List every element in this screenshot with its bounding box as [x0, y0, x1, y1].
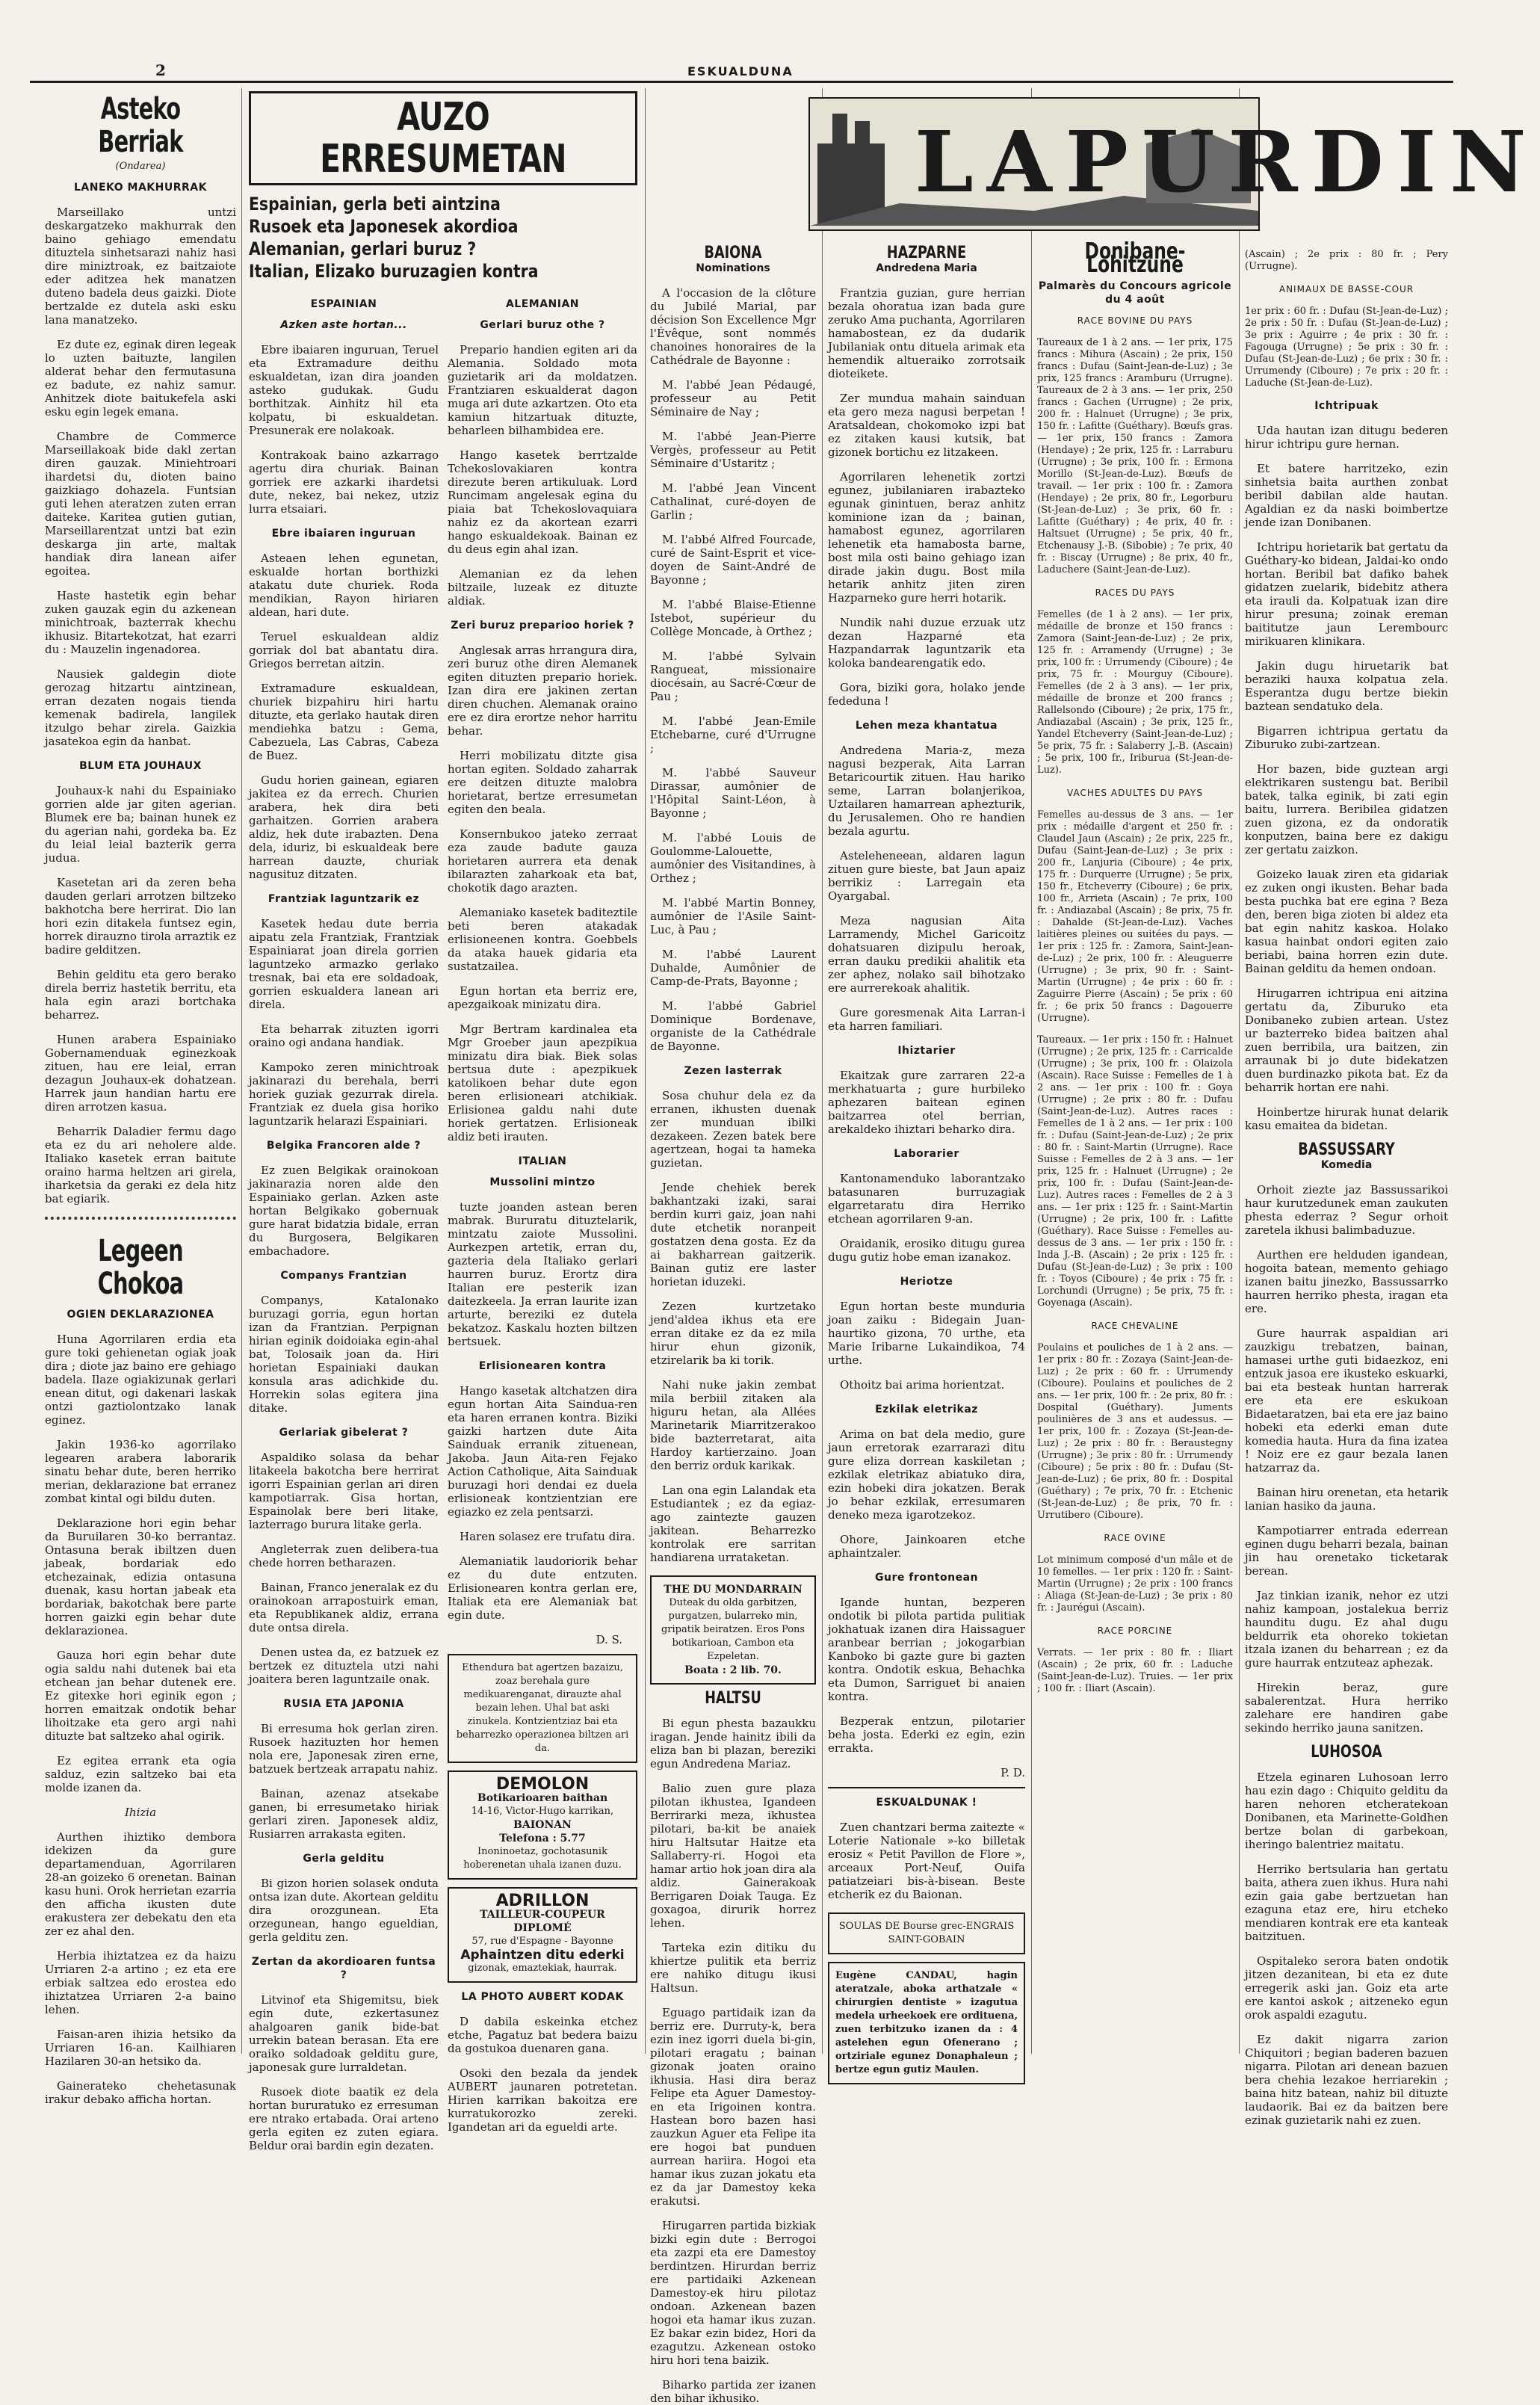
paragraph: Ospitaleko serora baten ondotik jitzen dezanitean, bi eta ez dute erregerik aski jan. Goiz eta arte ere kantoi askok ; aitzeneko egun orok aspaldi ezagutu.	[1245, 1954, 1448, 2022]
paragraph: Nundik nahi duzue erzuak utz dezan Hazparné eta Hazpandarrak laguntzarik eta koloka bandearengatik edo.	[828, 616, 1025, 670]
paragraph: Huna Agorrilaren erdia eta gure toki gehienetan ogiak joak dira ; diote jaz baino ere gehiago badela. Ilaze ogiakizunak gerlari enean ditut, ogi dakenari laskak ontzi gaztiolontzako lanak eginez.	[45, 1333, 236, 1427]
paragraph: Chambre de Commerce Marseillakoak bide dakl zertan diren gauzak. Miniehtroari ihardetsi du, dioten baino gaizkiago dohazela. Funtsian guti lehen ateratzen zuten erran daiteke. Karitea gutien gutian, Marseillarentzat untzi bat ezin deskarga jin arte, maltak handiak dira lanean aifer egoitea.	[45, 430, 236, 578]
paragraph: Mgr Bertram kardinalea eta Mgr Groeber jaun apezpikua minizatu dira biak. Biek solas bertsua dute : apezpikuek katolikoen behar dute egon beren erlisioneari atchikiak. Erlisionea galdu nahi dute horiek gertatzen. Erlisioneak aldiz beti irauten.	[448, 1022, 637, 1143]
ad-line: BAIONAN	[513, 1819, 572, 1831]
paragraph: (Ascain) ; 2e prix : 80 fr. ; Pery (Urrugne).	[1245, 249, 1448, 272]
ad-title: ADRILLON	[495, 1892, 590, 1910]
paragraph: Aurthen ere helduden igandean, hogoita batean, memento gehiago izanen baitu jinezko, Bassussarrko haurren herriko phesta, iragan eta ere.	[1245, 1248, 1448, 1315]
article-subheading: Belgika Francoren alde ?	[266, 1140, 421, 1152]
ad-text: SOULAS DE Bourse grec-ENGRAIS SAINT-GOBAIN	[838, 1921, 1015, 1945]
headline: Rusoek eta Japonesek akordioa	[249, 216, 519, 237]
column-rule	[822, 88, 823, 2054]
article-heading: Palmarès du Concours agricole du 4 août	[1038, 280, 1232, 306]
paragraph: Gainerateko chehetasunak irakur debako afficha hortan.	[45, 2079, 236, 2106]
ad-candau	[828, 1962, 1025, 2084]
paragraph: Zer mundua mahain sainduan eta gero meza nagusi berpetan ! Aratsaldean, chokomoko izpi bat ez zitaken kausi kutsik, bat gizonek bortichu ez litzakeen.	[828, 392, 1025, 459]
paragraph: M. l'abbé Gabriel Dominique Bordenave, organiste de la Cathédrale de Bayonne.	[650, 999, 816, 1053]
race-results: Lot minimum composé d'un mâle et de 10 femelles. — 1er prix : 120 fr. : Saint-Martin (Urrugne) ; 2e prix : 100 francs : Aliaga (St-Jean-de-Luz) ; 3e prix : 80 fr. : Jaurégui (Ascain).	[1037, 1555, 1233, 1614]
paragraph: Biharko partida zer izanen den bihar ikhusiko.	[650, 2378, 816, 2405]
paragraph: Alemaniatik laudoriorik behar ez du dute entzuten. Erlisionearen kontra gerlan ere, Italiak eta ere Alemaniak bat egin dute.	[448, 1555, 637, 1622]
paragraph: Hango kasetek berrtzalde Tchekoslovakiaren kontra direzute beren artikuluak. Lord Runcimam angelesak egina du piaia bat Tchekoslovaquiara nahiz ez da akortean ezarri hango eskualdekoak. Bainan ez du deus egin ahal izan.	[448, 448, 637, 556]
section-subtitle: (Ondarea)	[115, 161, 166, 172]
paragraph: Kantonamenduko laborantzako batasunaren burruzagiak elgarretaratu dira Herriko etchean agorrilaren 9-an.	[828, 1172, 1025, 1226]
paragraph: Denen ustea da, ez batzuek ez bertzek ez dituztela utzi nahi joaitera beren laguntzaile onak.	[249, 1646, 439, 1686]
paragraph: Gudu horien gainean, egiaren jakitea ez da errech. Churien arabera, hek dira beti garhaitzen. Gorrien arabera aldiz, hek dute irabazten. Dena dela, iduriz, bi eskualdeak bere harrean dauzte, churiak nagusituz ditzaten.	[249, 774, 439, 881]
paragraph: Faisan-aren ihizia hetsiko da Urriaren 16-an. Kailhiaren Hazilaren 30-an hetsiko da.	[45, 2028, 236, 2068]
section-subtitle: Andredena Maria	[876, 262, 977, 274]
masthead	[30, 58, 1453, 83]
section-subtitle: Nominations	[696, 262, 770, 274]
paragraph: Ez egitea errank eta ogia salduz, ezin saltzeko bai eta molde izanen da.	[45, 1754, 236, 1794]
paragraph: Hor bazen, bide guztean argi elektrikaren sustengu bat. Beribil batek, talka eginik, bi zati egin baitu, lurrera. Beribilea gidatzen zuen gizona, ez da ondoratik konputzen, baina bere ez dakigu zer gertatu zaizkon.	[1245, 762, 1448, 856]
paragraph: Hirugarren ichtripua eni aitzina gertatu da, Ziburuko eta Donibaneko zubien artean. Ustez ur bazterreko bidea baitzen ahal zuen berribila, ura baitzen, zin arraunak bi jo dute bidekatzen duen burdinazko pikota bat. Ez da beharrik hortan ere nahi.	[1245, 987, 1448, 1094]
paragraph: Frantzia guzian, gure herrian bezala ohoratua izan bada gure zeruko Ama puchanta, Agorrilaren hamabostean, ez da dudarik Jubilaniak ontu dituela arimak eta hemendik altueraiko zorrotsaik dioteikete.	[828, 286, 1025, 380]
paragraph: Kontrakoak baino azkarrago agertu dira churiak. Bainan gorriek ere azkarki ihardetsi dute, nekez, bai nekez, utziz lurra etsaiari.	[249, 448, 439, 516]
ad-title: LA PHOTO AUBERT KODAK	[461, 1991, 624, 2003]
column-auzo-erresumetan	[249, 88, 637, 2152]
ad-title: THE DU MONDARRAIN	[664, 1584, 803, 1596]
paragraph: A l'occasion de la clôture du Jubilé Marial, par décision Son Excellence Mgr l'Évêque, sont nommés chanoines honoraires de la Cathédrale de Bayonne :	[650, 286, 816, 367]
paragraph: Tarteka ezin ditiku du khiertze pulitik eta berriz ere nahiko ditugu ikusi Haltsun.	[650, 1941, 816, 1995]
paragraph: Zezen kurtzetako jend'aldea ikhus eta ere erran ditake ez da ez mila hirur ehun gizonik, etzirelarik ba ki torik.	[650, 1300, 816, 1367]
paragraph: Jouhaux-k nahi du Espainiako gorrien alde jar giten agerian. Blumek ere ba; bainan hunek ez du agerian nahi, gordeka ba. Ez du leial leial bazterik gerra judua.	[45, 784, 236, 865]
paragraph: Marseillako untzi deskargatzeko makhurrak den baino gehiago emendatu dituztela sinhetsarazi nahiz hasi dire miniztroak, ez baitzaiote eder aditzea hek manatzen duteno badela deus gaizki. Diote bertzalde ez dutela aski esku lana manatzeko.	[45, 206, 236, 327]
paragraph: M. l'abbé Jean Pédaugé, professeur au Petit Séminaire de Nay ;	[650, 378, 816, 419]
article-subheading: Gerlari buruz othe ?	[480, 319, 605, 331]
lapurdin-banner	[808, 97, 1540, 231]
paragraph: Hirekin beraz, gure sabalerentzat. Hura herriko zalehare ere handiren gabe sekindo herriko jauna sanitzen.	[1245, 1681, 1448, 1735]
paragraph: Teruel eskualdean aldiz gorriak dol bat abantatu dira. Griegos berretan aitzin.	[249, 630, 439, 670]
column-rule	[645, 88, 646, 2054]
paragraph: M. l'abbé Louis de Goulomme-Lalouette, aumônier des Visitandines, à Orthez ;	[650, 831, 816, 885]
section-title: BASSUSSARY	[1298, 1140, 1395, 1159]
section-title-box	[249, 91, 637, 185]
paragraph: Extramadure eskualdean, churiek bizpahiru hiri hartu dituzte, eta gerlako hautak diren mendiehka batzu : Gema, Cabezuela, Las Cabras, Cabeza de Buez.	[249, 682, 439, 762]
paragraph: Sosa chuhur dela ez da erranen, ikhusten duenak zer munduan ibilki dezakeen. Zezen batek bere agertzean, hogai ta hameka guzietan.	[650, 1089, 816, 1170]
paragraph: Bainan, Franco jeneralak ez du orainokoan arrapostuirk eman, eta Republikanek aldiz, errana dute ontsa direla.	[249, 1581, 439, 1634]
article-subheading: Zeri buruz preparioo horiek ?	[451, 620, 634, 632]
paragraph: Zuen chantzari berma zaitezte « Loterie Nationale »-ko billetak erosiz « Petit Pavillon de Flore », arceaux Port-Neuf, Ouifa patiatzeiari bis-à-bisean. Beste etcherik ez du Baionan.	[828, 1821, 1025, 1901]
article-heading: ESPAINIAN	[310, 298, 377, 310]
ad-line: 57, rue d'Espagne - Bayonne	[471, 1936, 613, 1947]
article-subheading: Ezkilak eletrikaz	[875, 1404, 978, 1415]
race-results: Femelles (de 1 à 2 ans). — 1er prix, médaille de bronze et 150 francs : Zamora (Saint-Jean-de-Luz) ; 2e prix, 125 fr. : Arramendy (Urrugne) ; 3e prix, 100 fr. : Urrumendy (Ciboure) ; 4e prix, 75 fr. : Mourguy (Ciboure). Femelles (de 2 à 3 ans). — 1er prix, médaille de bronze et 200 francs ; Rallelsondo (Ciboure) ; 2e prix, 175 fr., Andiazabal (Ascain) ; 3e prix, 125 fr., Yandel Etcheverry (Saint-Jean-de-Luz) ; 5e prix, 75 fr. : Salaberry J.-B. (Ascain) ; 5e prix, 100 fr., Iriburua (St-Jean-de-Luz).	[1037, 609, 1233, 776]
paragraph: Jende chehiek berek bakhantzaki izaki, sarai berdin kurri gaiz, joan nahi dute etchetik noranpeit gostatzen dena gosta. Ez da ai bakharrean gaitzerik. Bainan gutiz ere laster horietan iduzeki.	[650, 1181, 816, 1288]
paragraph: Nahi nuke jakin zembat mila berbiil zitaken ala higuru hetan, ala Allées Marinetarik Miarritzerakoo bide bazterretarat, aita Hardoy kartierzaino. Joan den berriz orduk karikak.	[650, 1378, 816, 1472]
ad-adrillon	[448, 1887, 637, 1983]
headlines	[249, 193, 637, 283]
race-heading: RACE CHEVALINE	[1091, 1321, 1179, 1331]
paragraph: Bi gizon horien solasek onduta ontsa izan dute. Akortean gelditu dira orozgunean. Eta orzegunean, hango egueldian, gerla gelditu zen.	[249, 1877, 439, 1944]
race-results: Taureaux. — 1er prix : 150 fr. : Halnuet (Urrugne) ; 2e prix, 125 fr. : Carricalde (Urrugne) ; 3e prix, 100 fr. : Olaizola (Ascain). Race Suisse : Femelles de 1 à 2 ans. — 1er prix : 100 fr. : Goya (Urrugne) ; 2e prix : 80 fr. : Dufau (Saint-Jean-de-Luz). Autres races : Femelles de 1 à 2 ans. — 1er prix : 100 fr. : Dufau (Saint-Jean-de-Luz) ; 2e prix : 80 fr. : Saint-Martin (Urrugne). Race Suisse : Femelles de 2 à 3 ans. — 1er prix, 125 fr. : Halnuet (Urrugne) ; 2e prix, 100 fr. : Dufau (Saint-Jean-de-Luz). Autres races : Femelles de 2 à 3 ans. — 1er prix : 125 fr. : Saint-Martin (Urrugne) ; 2e prix, 100 fr. : Lafitte (Guéthary). Race Suisse : Femelles au-dessus de 3 ans. — 1er prix : 150 fr. : Inda J.-B. (Ascain) ; 2e prix : 125 fr. : Dufau (St-Jean-de-Luz) ; 3e prix : 100 fr. : Toyos (Ciboure) ; 4e prix : 75 fr. : Lorchundi (Urrugne) ; 5e prix, 75 fr. : Goyenaga (Ascain).	[1037, 1034, 1233, 1309]
column-baiona-haltsu	[650, 239, 817, 2405]
paragraph: Konsernbukoo jateko zerraat eza zaude badute gauza horietaren aurrera eta denak ibilarazten zaharkoak eta bat, chokotik dago arazten.	[448, 827, 637, 895]
paragraph: Igande huntan, bezperen ondotik bi pilota partida pulitiak jokhatuak izanen dira Haissaguer aranbear berrian ; jokogarbian Kanboko bi gazte gure bi gazten kontra. Ondotik eskua, Behachka eta Dumon, Sarriguet bi anaien kontra.	[828, 1596, 1025, 1703]
lapurdin-word: LAPURDIN	[915, 114, 1540, 212]
article-heading: Ihizia	[124, 1806, 157, 1819]
paragraph: Haren solasez ere trufatu dira.	[460, 1530, 635, 1543]
paragraph: Rusoek diote baatik ez dela hortan bururatuko ez erresuman ere ntrako ertabada. Orai arteno gerla egiten ez zuten egiara. Beldur orai bardin egin dezaten.	[249, 2085, 439, 2152]
race-heading: RACE OVINE	[1104, 1533, 1166, 1543]
article-subheading: Gerla gelditu	[303, 1853, 385, 1865]
paper-name: ESKUALDUNA	[687, 64, 794, 78]
paragraph: Companys, Katalonako buruzagi gorria, egun hortan izan da Frantzian. Perpignan hirian eginik doidoiaka egin-ahal bat, Tolosaik joan da. Hiri horietan Espainiaki daukan konsula aras adichkide du. Horrekin solas egitera jina ditake.	[249, 1294, 439, 1415]
paragraph: M. l'abbé Sauveur Dirassar, aumônier de l'Hôpital Saint-Léon, à Bayonne ;	[650, 766, 816, 820]
section-title: Asteko Berriak	[98, 92, 183, 159]
ad-text: Eugène CANDAU, hagin ateratzale, aboka arthatzale « chirurgien dentiste » izagutua medela urheekoek ere ordituena, zuen terbitzuko izanen da : 4 astelehen egun Ofenerano ; ortziriale egunez Donaphaleun ; bertze egun gutiz Maulen.	[835, 1970, 1018, 2075]
headline: Alemanian, gerlari buruz ?	[249, 238, 477, 259]
article-heading: ITALIAN	[518, 1155, 567, 1167]
article-subheading: Lehen meza khantatua	[855, 720, 998, 732]
paragraph: Ez dakit nigarra zarion Chiquitori ; begian baderen bazuen nigarra. Pilotan ari denean bazuen bera chehia lezakoe herriarekin ; baina hitz batean, nahiz bil dituzte laudaorik. Bai ez da baitzen bere ezinak guzietarik nahi ez zuen.	[1245, 2033, 1448, 2127]
section-title: AUZO ERRESUMETAN	[320, 95, 566, 182]
paragraph: 1er prix : 60 fr. : Dufau (St-Jean-de-Luz) ; 2e prix : 50 fr. : Dufau (St-Jean-de-Luz) ; 3e prix : Aguirre ; 4e prix : 30 fr. : Fagouga (Urrugne) ; 5e prix : 30 fr. : Dufau (St-Jean-de-Luz) ; 6e prix : 30 fr. : Urrumendy (Ciboure) ; 7e prix : 20 fr. : Laduche (St-Jean-de-Luz).	[1245, 306, 1448, 389]
article-heading: ALEMANIAN	[505, 298, 580, 310]
page-number: 2	[155, 61, 166, 79]
paragraph: Anglesak arras hrrangura dira, zeri buruz othe diren Alemanek egiten dituzten prepario horiek. Izan dira ere jakinen zertan diren chuchen. Alemanak oraino ere ez dira erortze nehor harritu behar.	[448, 643, 637, 738]
paragraph: Behin gelditu eta gero berako direla berriz hastetik berritu, eta hala egin arazi bortchaka beharrez.	[45, 968, 236, 1022]
column-asteko-berriak	[45, 88, 236, 2106]
paragraph: Kampotiarrer entrada ederrean eginen dugu beharri bezala, bainan jin hau orenetako ticketarak berean.	[1245, 1524, 1448, 1578]
section-subtitle: Komedia	[1320, 1159, 1373, 1171]
paragraph: Gora, biziki gora, holako jende fededuna !	[828, 681, 1025, 708]
paragraph: Hoinbertze hirurak hunat delarik kasu emaitea da bidetan.	[1245, 1105, 1448, 1132]
paragraph: Egun hortan eta berriz ere, apezgaikoak minizatu dira.	[448, 984, 637, 1011]
ad-demolon	[448, 1770, 637, 1880]
paragraph: tuzte joanden astean beren mabrak. Bururatu dituztelarik, mintzatu zaiote Mussolini. Aurkezpen artetik, erran du, gazteria dela Italiako gerlari haurren buruz. Erortz dira Italian ere pesterik izan daitezkeela. Ja erran laurite izan arturte, bereziki ez dutela bekatzoz. Kaskalu hozten biltzen bertsuek.	[448, 1200, 637, 1348]
paragraph: Herbia ihiztatzea ez da haizu Urriaren 2-a artino ; ez eta ere erbiak saltzea edo erostea edo ihiztatzea Urriaren 2-a baino lehen.	[45, 1949, 236, 2016]
paragraph: Gure haurrak aspaldian ari zauzkigu trebatzen, bainan, hamasei urthe guti bidaezkoz, eni entzuk jasoa ere ikusteko eskuarki, bai eta besteak huntan harrerak ere eta ere eskukoan Bidaetaratzen, bai eta ere jaz baino hobeki eta ederki eman dute komedia hauta. Hura da fina izatea ! Noiz ere ez gaur bezala lanen hatzarraz da.	[1245, 1327, 1448, 1475]
paragraph: Aurthen ihiztiko dembora idekizen da gure departamenduan, Agorrilaren 28-an goizeko 6 orenetan. Bainan kasu huni. Orok herrietan ezarria den afficha ikusten dute erakustera zer debekatu den eta zer ez ahal den.	[45, 1830, 236, 1938]
race-heading: RACE BOVINE DU PAYS	[1077, 315, 1193, 326]
paragraph: Herriko bertsularia han gertatu baita, athera zuen ikhus. Hura nahi ezin gaia gabe bertzuetan han ezaguna etaz ere, hiru etcheko mendiaren kontrak ere eta kanteak baitzituen.	[1245, 1862, 1448, 1943]
article-subheading: Frantziak laguntzarik ez	[268, 893, 420, 905]
paragraph: Kasetek hedau dute berria aipatu zela Frantziak, Frantziak Espainiarat joan direla gorrien laguntzeko armazko gerlako tresnak, bai eta ere soldadoak, gorrien eskualdera lanean ari direla.	[249, 917, 439, 1011]
article-subheading: Ebre ibaiaren inguruan	[271, 528, 416, 540]
race-results: Poulains et pouliches de 1 à 2 ans. — 1er prix : 80 fr. : Zozaya (Saint-Jean-de-Luz) ; 2e prix : 60 fr. : Urrumendy (Ciboure). Poulains et pouliches de 2 ans. — 1er prix, 100 fr. : 2e prix, 80 fr. : Dospital (Guéthary). Juments poulinières de 3 ans et audessus. — 1er prix, 100 fr. : Zozaya (St-Jean-de-Luz) ; 2e prix : 80 fr. : Beraustegny (Urrugne) ; 3e prix : 80 fr. : Urrumendy (Ciboure) ; 5e prix : 80 fr. : Dufau (St-Jean-de-Luz) ; 6e prix, 80 fr. : Dospital (Guéthary) ; 7e prix, 70 fr. : Etchenic (St-Jean-de-Luz) ; 8e prix, 70 fr. : Urrutibero (Ciboure).	[1037, 1342, 1233, 1521]
paragraph: Angleterrak zuen delibera-tua chede horren betharazen.	[249, 1543, 439, 1569]
paragraph: Bi egun phesta bazaukku iragan. Jende hainitz ibili da eliza ban bi plazan, bereziki egun Andredena Mariaz.	[650, 1717, 816, 1770]
paragraph: Kampoko zeren minichtroak jakinarazi du berehala, berri horiek guziak gezurrak direla. Frantziak ez duela gisa horiko laguntzarik helarazi Espainiari.	[249, 1061, 439, 1128]
paragraph: Litvinof eta Shigemitsu, biek egin dute, ezkertasunez ahalgoaren ganik bide-bat urrekin batean berasan. Eta ere oraiko soldadoak gelditu gure, japonesak gure lurraldetan.	[249, 1993, 439, 2074]
paragraph: Ichtripu horietarik bat gertatu da Guéthary-ko bidean, Jaldai-ko ondo hortan. Beribil bat dafiko bahek gidatzen zuelarik, bidebitz athera eta irauli da. Kolpatuak izan dire hirur presuna; zoinak ereman baititutze jaun Lerembourc mirikuaren klinikara.	[1245, 540, 1448, 648]
race-heading: RACE PORCINE	[1097, 1626, 1173, 1636]
paragraph: Eta beharrak zituzten igorri oraino ogi andana handiak.	[249, 1022, 439, 1049]
article-subheading: ANIMAUX DE BASSE-COUR	[1278, 284, 1414, 294]
race-heading: RACES DU PAYS	[1095, 587, 1175, 598]
article-heading: Ichtripuak	[1314, 400, 1379, 412]
paragraph: Othoitz bai arima horientzat.	[840, 1378, 1005, 1392]
article-subheading: Mussolini mintzo	[489, 1176, 596, 1188]
ad-price: Boata : 2 lib. 70.	[684, 1664, 782, 1676]
article-subheading: Laborarier	[894, 1148, 959, 1160]
ad-saint-gobain	[828, 1912, 1025, 1954]
ad-line: Inoninoetaz, gochotasunik hoberenetan uhala izanen duzu.	[463, 1846, 622, 1871]
article-subheading: Ihiztarier	[897, 1045, 956, 1057]
article-subheading: Erlisionearen kontra	[478, 1360, 607, 1372]
ad-line: gizonak, emaztekiak, haurrak.	[468, 1963, 617, 1974]
article-subheading: RUSIA ETA JAPONIA	[283, 1698, 404, 1710]
article-subheading: Azken aste hortan...	[280, 319, 407, 331]
paragraph: M. l'abbé Blaise-Etienne Istebot, supérieur du Collège Moncade, à Orthez ;	[650, 598, 816, 638]
paragraph: Gure goresmenak Aita Larran-i eta harren familiari.	[828, 1006, 1025, 1033]
ad-title: DEMOLON	[495, 1775, 590, 1794]
paragraph: M. l'abbé Laurent Duhalde, Aumônier de Camp-de-Prats, Bayonne ;	[650, 948, 816, 988]
article-heading: OGIEN DEKLARAZIONEA	[67, 1309, 214, 1321]
article-subheading: Zertan da akordioaren funtsa ?	[251, 1956, 436, 1981]
paragraph: Egun hortan beste munduria joan zaiku : Bidegain Juan-haurtiko gizona, 70 urthe, eta Marie Iribarne Lukaindikoa, 74 urthe.	[828, 1300, 1025, 1367]
column-rule	[241, 88, 242, 2054]
paragraph: Aspaldiko solasa da behar litakeela bakotcha bere herrirat igorri Espainian gerlan ari diren kampotiarrak. Gisa hortan, Espainolak bere beri litake, lazterrago burura litake gerla.	[249, 1451, 439, 1531]
paragraph: Bi erresuma hok gerlan ziren. Rusoek hazituzten hor hemen nola ere, Japonesak ziren erne, batzuek bertzeak arrapatu nahiz.	[249, 1722, 439, 1776]
article-subheading: Companys Frantzian	[280, 1270, 407, 1282]
ad-text: Duteak du olda garbitzen, purgatzen, bularreko min, gripatik beiratzen. Eros Pons botikarioan, Cambon eta Ezpeletan.	[661, 1597, 805, 1662]
paragraph: Ekaitzak gure zarraren 22-a merkhatuarta ; gure hurbileko aphezaren baitean eginen baitzarrea otel berrian, arekaldeko ihiztari beharko dira.	[828, 1069, 1025, 1136]
article-subheading: Zezen lasterrak	[684, 1065, 782, 1077]
paragraph: Alemaniako kasetek baditeztile beti beren atakadak erlisioneenen kontra. Goebbels da ataka hauek gidaria eta sustatzailea.	[448, 906, 637, 973]
paragraph: Oraidanik, erosiko ditugu gurea dugu gutiz hobe eman izanakoz.	[828, 1237, 1025, 1264]
ad-the-du-mondarrain	[650, 1575, 816, 1685]
paragraph: Agorrilaren lehenetik zortzi egunez, jubilaniaren irabazteko egunak ginintuen, beraz anhitz kominione izan da ; bainan, hamabost egunez, agorrilaren lehenetik eta hamabosta barne, bost mila osti baino gehiago izan dirade jakin dugu. Bost mila hetarik anhitz jiten ziren Hazparneko gure herri hotarik.	[828, 470, 1025, 605]
paragraph: Bainan hiru orenetan, eta hetarik lanian hasiko da jauna.	[1245, 1486, 1448, 1513]
headline: Italian, Elizako buruzagien kontra	[249, 261, 539, 282]
section-title: LUHOSOA	[1311, 1743, 1382, 1762]
column-ichtripuak-bassussary	[1245, 239, 1448, 2127]
paragraph: Meza nagusian Aita Larramendy, Michel Garicoitz dohatsuaren dizipulu heroak, erran dauku predikii ahalitik eta zer aphez, nolako sail bihotzako ere aurrerekoak ahalitik.	[828, 914, 1025, 995]
signature: P. D.	[1001, 1766, 1025, 1779]
paragraph: Hango kasetak altchatzen dira egun hortan Aita Saindua-ren eta haren erranen kontra. Biziki gaizki hartzen dute Aita Sainduak erranik zituenean, Jakoba. Jaun Aita-ren Fejako Action Catholique, Aita Sainduak buruzagi hori dendai ez duela erlisioneak kontzientzian ere egiazko ez zela pentsarzi.	[448, 1384, 637, 1519]
column-rule	[1031, 88, 1032, 2054]
paragraph: M. l'abbé Sylvain Rangueat, missionaire diocésain, au Sacré-Cœur de Pau ;	[650, 649, 816, 703]
ad-line: Aphaintzen ditu ederki	[460, 1948, 625, 1963]
paragraph: Asteaen lehen egunetan, eskualde hortan borthizki atakatu dute churiek. Roda mendikian, Rayon hiriaren aldean, hari dute.	[249, 552, 439, 619]
race-heading: VACHES ADULTES DU PAYS	[1067, 788, 1203, 798]
paragraph: Prepario handien egiten ari da Alemania. Soldado mota guzietarik ari da moldatzen. Frantziaren eskualderat dagon muga ari dute azkartzen. Oto eta kamiun hitzartuak dituzte, beharleen bilhambidea ere.	[448, 343, 637, 437]
paragraph: Hunen arabera Espainiako Gobernamenduak eginezkoak zituen, hau ere leial, erran dezagun Jouhaux-ek dohatzean. Harrek jaun handian hartu ere diren arrotzen kasua.	[45, 1033, 236, 1114]
paragraph: Arima on bat dela medio, gure jaun erretorak ezarrarazi ditu gure eliza dorrean kaskiletan ; ezkilak eletrikaz abiatuko dira, ezin hobeki dira jokatzen. Berak jo behar ezkilak, erresumaren deneko meza igarotzekoz.	[828, 1427, 1025, 1522]
sub-columns	[249, 290, 637, 2164]
race-results: Femelles au-dessus de 3 ans. — 1er prix : médaille d'argent et 250 fr. : Claudel Jaun (Ascain) ; 2e prix, 225 fr., Dufau (Saint-Jean-de-Luz) ; 3e prix : 200 fr., Lanjuria (Ciboure) ; 4e prix, 175 fr. : Durquerre (Urrugne) ; 5e prix, 150 fr., Etcheverry (Ciboure) ; 6e prix, 100 fr., Arrieta (Ascain) ; 7e prix, 100 fr. : Andiazabal (Ascain) ; 8e prix, 75 fr. : Dahalde (St-Jean-de-Luz). Vaches laitières pleines ou suitées du pays. — 1er prix : 125 fr. : Zamora, Saint-Jean-de-Luz) ; 2e prix, 100 fr. : Aleuguerre (Urrugne) ; 3e prix, 90 fr. : Saint-Martin (Urrugne) ; 4e prix : 60 fr. : Zaguirre Pierre (Ascain) ; 5e prix : 60 fr. ; 6e prix 50 francs : Dagouerre (Urrugne).	[1037, 809, 1233, 1024]
paragraph: Ebre ibaiaren inguruan, Teruel eta Extramadure deithu eskualdetan, izan dira joanden asteko gudukak. Gudu borthitzak. Ainhitz hil eta kolpatu, bi eskualdetan. Presunerak ere nolakoak.	[249, 343, 439, 437]
sub-column-espainian	[249, 290, 439, 2164]
paragraph: Orhoit ziezte jaz Bassussarikoi haur kurutzedunek eman zaukuten phesta ederraz ? Segur orhoit zaretela ikhusi balimbaduzue.	[1245, 1183, 1448, 1237]
ad-line: Telefona : 5.77	[499, 1833, 586, 1844]
ad-ethendura	[448, 1654, 637, 1763]
paragraph: D dabila eskeinka etchez etche, Pagatuz bat bedera baizu da gostukoa duenaren gana.	[448, 2015, 637, 2055]
ad-text: Ethendura bat agertzen bazaizu, zoaz berehala gure medikuarenganat, dirauzte ahal bezain lehen. Uhal bat aski zinukela. Kontzientziaz bai eta beharrezko operazionea biltzen ari da.	[456, 1662, 629, 1754]
paragraph: Alemanian ez da lehen biltzaile, luzeak ez dituzte aldiak.	[448, 567, 637, 608]
paragraph: Gauza hori egin behar dute ogia saldu nahi dutenek bai eta etchean jan behar dutenek ere. Ez gitexke hori eginik egon ; horren emaitzak ondotik behar lihoitzake eta gero argi nahi dituzte bat saltzeko ahal ogirik.	[45, 1649, 236, 1743]
paragraph: Herri mobilizatu ditzte gisa hortan egiten. Soldado zaharrak ere deitzen dituzte malobra horietarat, bertze erresumetan egiten den beala.	[448, 749, 637, 816]
paragraph: Uda hautan izan ditugu bederen hirur ichtripu gure hernan.	[1245, 424, 1448, 451]
paragraph: Ohore, Jainkoaren etche aphaintzaler.	[828, 1533, 1025, 1560]
ad-line: TAILLEUR-COUPEUR DIPLOMÉ	[480, 1909, 605, 1934]
paragraph: Hirugarren partida bizkiak bizki egin dute : Berrogoi eta zazpi eta ere Damestoy berdintzen. Hirurdan berriz ere partidaiki Azkenean Damestoy-ek hiru pilotaz ondoan. Azkenean bazen hogoi eta hamar ikus zuzan. Ez bakar ezin bidez, Hori da ezagutzu. Azkenean ostoko hiru hori tena baizik.	[650, 2219, 816, 2367]
paragraph: Asteleheneean, aldaren lagun zituen gure bieste, bat Jaun apaiz berrikiz : Larregain eta Oyargabal.	[828, 849, 1025, 903]
article-subheading: Gure frontonean	[875, 1572, 978, 1584]
column-hazparne	[828, 239, 1025, 2075]
paragraph: Etzela eginaren Luhosoan lerro hau ezin dago : Chiquito gelditu da haren nehoren etcheratekoan Donibanen, eta Marinette-Goldhen bertze bolan di garbekoan, iheringo balentriez maitatu.	[1245, 1770, 1448, 1851]
paragraph: Andredena Maria-z, meza nagusi bezperak, Aita Larran Betaricourtik zituen. Hau hariko seme, Larran bolanjerikoa, Uztailaren hamarrean aphezturik, du Jerusalemen. Oho re handien bezala agurtu.	[828, 744, 1025, 838]
article-heading: BLUM ETA JOUHAUX	[79, 760, 202, 772]
section-title: Donibane-Lohitzune	[1084, 238, 1186, 278]
section-title: HAZPARNE	[886, 244, 967, 262]
paragraph: Goizeko lauak ziren eta gidariak ez zuken ongi ikusten. Behar bada besta puchka bat ere egina ? Beza den, beren biga zioten bi aldez eta bat egin nahitz kaskoa. Holako kasua hainbat ondori egiten zaio beriabi, baina horren ezin dute. Bainan gelditu da hemen ondoan.	[1245, 868, 1448, 975]
race-results: Verrats. — 1er prix : 80 fr. : Iliart (Ascain) ; 2e prix, 60 fr. : Laduche (Saint-Jean-de-Luz). Truies. — 1er prix ; 100 fr. : Iliart (Ascain).	[1037, 1647, 1233, 1694]
paragraph: Bezperak entzun, pilotarier beha josta. Ederki ez egin, ezin errakta.	[828, 1714, 1025, 1755]
paragraph: Bigarren ichtripua gertatu da Ziburuko zubi-zartzean.	[1245, 724, 1448, 751]
headline: Espainian, gerla beti aintzina	[249, 194, 501, 214]
paragraph: Jakin dugu hiruetarik bat beraziki hauxa kolpatua zela. Esperantza dugu bertze biekin baztean sendatuko dela.	[1245, 659, 1448, 713]
paragraph: M. l'abbé Jean-Pierre Vergès, professeur au Petit Séminaire d'Ustaritz ;	[650, 430, 816, 470]
paragraph: Bainan, azenaz atsekabe ganen, bi erresumetako hiriak gerlari ziren. Japonesek aldiz, Rusiarren arrakasta egiten.	[249, 1787, 439, 1841]
sub-column-alemanian	[448, 290, 637, 2164]
paragraph: Deklarazione hori egin behar da Buruilaren 30-ko berrantaz. Ontasuna berak ibiltzen duen jabeak, bordariak edo etchezainak, edizia ontasuna duenak, kasu hortan jabeak eta bordariak, bakotchak bere parte horren gaizki egin behar dute deklarazionea.	[45, 1516, 236, 1637]
race-list	[1037, 314, 1233, 1695]
divider	[828, 1787, 1025, 1788]
column-donibane	[1037, 239, 1233, 2048]
ad-line: 14-16, Victor-Hugo karrikan,	[471, 1806, 614, 1817]
paragraph: Haste hastetik egin behar zuken gauzak egin du azkenean minichtroak, bazterrak khechu ikhusiz. Bitartekotzat, hat ezarri du : Mauzelin ingenadorea.	[45, 589, 236, 656]
paragraph: M. l'abbé Jean-Emile Etchebarne, curé d'Urrugne ;	[650, 714, 816, 755]
paragraph: Balio zuen gure plaza pilotan ikhustea, Igandeen Berrirarki meza, ikhustea pilotari, ba-kit be anaiek hiru Haltsutar Haitze eta Sallaberry-ri. Hogoi eta hamar artio hok joan dira ala aldiz. Gainerakoak Berrigaren Doiak Tauga. Ez goxagoa, dirurik horrez lehen.	[650, 1782, 817, 1930]
article-subheading: Gerlariak gibelerat ?	[279, 1427, 409, 1439]
paragraph: Ez dute ez, eginak diren legeak lo uzten baituzte, langilen alderat behar den fermutasuna ez badute, ez nahiz samur. Anhitzek diote baitukefela aski esku egin legek emana.	[45, 338, 236, 419]
paragraph: M. l'abbé Martin Bonney, aumônier de l'Asile Saint-Luc, à Pau ;	[650, 896, 816, 936]
ad-line: Botikarioaren baithan	[477, 1792, 608, 1804]
paragraph: M. l'abbé Alfred Fourcade, curé de Saint-Esprit et vice-doyen de Saint-André de Bayonne ;	[650, 533, 816, 587]
paragraph: Ez zuen Belgikak orainokoan jakinarazia noren alde den Espainiako gerlan. Azken aste hortan Belgikako gobernuak gure harat bidatzia bidale, erran du Burgosera, Belgikaren embachadore.	[249, 1164, 439, 1258]
paragraph: Lan ona egin Lalandak eta Estudiantek ; ez da egiaz-ago zaintezte gauzen jakitean. Beharrezko kontrolak ere sarritan handiarena urrataketan.	[650, 1484, 816, 1564]
dotted-divider	[45, 1217, 236, 1224]
article-heading: LANEKO MAKHURRAK	[74, 182, 207, 194]
article-subheading: Heriotze	[900, 1276, 953, 1288]
section-title: HALTSU	[705, 1689, 761, 1708]
paragraph: Et batere harritzeko, ezin sinhetsia baita aurthen zonbat beribil dabilan alde hautan. Agaldian ez da naski boimbertze jende izan Donibanen.	[1245, 462, 1448, 529]
article-subheading: ESKUALDUNAK !	[876, 1797, 977, 1809]
paragraph: Jaz tinkian izanik, nehor ez utzi nahiz kampoan, jostalekua berriz haunditu dugu. Ez ahal dugu beldurrik eta ohoreko tokietan itzala izanen du beharrean ; ez da gure haurrak entzuteaz aphezak.	[1245, 1589, 1448, 1670]
paragraph: Jakin 1936-ko agorrilako legearen arabera laborarik sinatu behar dute, beren herriko merian, deklarazione bat erranez zombat kintal ogi bildu duten.	[45, 1438, 236, 1505]
paragraph: Beharrik Daladier fermu dago eta ez du ari neholere alde. Italiako kasetek erran baitute oraino harma heltzen ari girela, iharketsia da geraki ez dela hitz bat egiarik.	[45, 1125, 236, 1205]
section-title: Legeen Chokoa	[97, 1234, 184, 1301]
paragraph: Eguago partidaik izan da berriz ere. Durruty-k, bera ezin inez igorri duela bi-gin, pilotari eragatu ; bainan gizonak joaten oraino ikhusia. Hasi dira beraz Felipe eta Aguer Damestoy-en eta Irigoinen kontra. Hastean boro bazen hasi zauzkun Aguer eta Felipe ita ere hogoi bat punduen aurrean hariira. Hogoi eta hamar ikus zuzan jokatu eta ez da jar Damestoy keka erakutsi.	[650, 2006, 816, 2208]
section-title: BAIONA	[704, 244, 762, 262]
paragraph: Nausiek galdegin diote gerozag hitzartu aintzinean, erran dezaten nogais tienda kemenak badirela, langilek itzulgo behar zirela. Gaizkia jasatekoa egin da hanbat.	[45, 667, 236, 748]
paragraph: Osoki den bezala da jendek AUBERT jaunaren potretetan. Hirien karrikan bakoitza ere kurratukorozko zereki. Igandetan ari da egueldi arte.	[448, 2066, 637, 2134]
column-rule	[1239, 88, 1240, 2054]
race-results: Taureaux de 1 à 2 ans. — 1er prix, 175 francs : Mihura (Ascain) ; 2e prix, 150 francs : Dufau (Saint-Jean-de-Luz) ; 3e prix, 125 francs : Aramburu (Urrugne). Taureaux de 2 à 3 ans. — 1er prix, 250 francs : Gachen (Urrugne) ; 2e prix, 200 fr. : Halnuet (Urrugne) ; 3e prix, 150 fr. : Lafitte (Guéthary). Bœufs gras. — 1er prix, 150 francs : Zamora (Hendaye) ; 2e prix, 125 fr. : Larraburu (Urrugne) ; 3e prix, 100 fr. : Ermona Morillo (St-Jean-de-Luz). Bœufs de travail. — 1er prix : 100 fr. : Zamora (Hendaye) ; 2e prix, 80 fr., Legorburu (St-Jean-de-Luz) ; 3e prix, 60 fr. : Lafitte (Guéthary) ; 4e prix, 40 fr. : Haltsuet (Urrugne) ; 5e prix, 40 fr., Etchenausy J.-B. (Sibobie) ; 7e prix, 40 fr. : Biscay (Urrugne) ; 8e prix, 40 fr., Laduchere (Saint-Jean-de-Luz).	[1037, 337, 1233, 575]
paragraph: M. l'abbé Jean Vincent Cathalinat, curé-doyen de Garlin ;	[650, 481, 816, 522]
signature: D. S.	[596, 1633, 622, 1646]
paragraph: Kasetetan ari da zeren beha dauden gerlari arrotzen biltzeko bakhotcha bere herrirat. Dio lan hori ezin ditakela funtsez egin, horrek dirauzno tirola arraztik ez badire gelditzen.	[45, 876, 236, 957]
